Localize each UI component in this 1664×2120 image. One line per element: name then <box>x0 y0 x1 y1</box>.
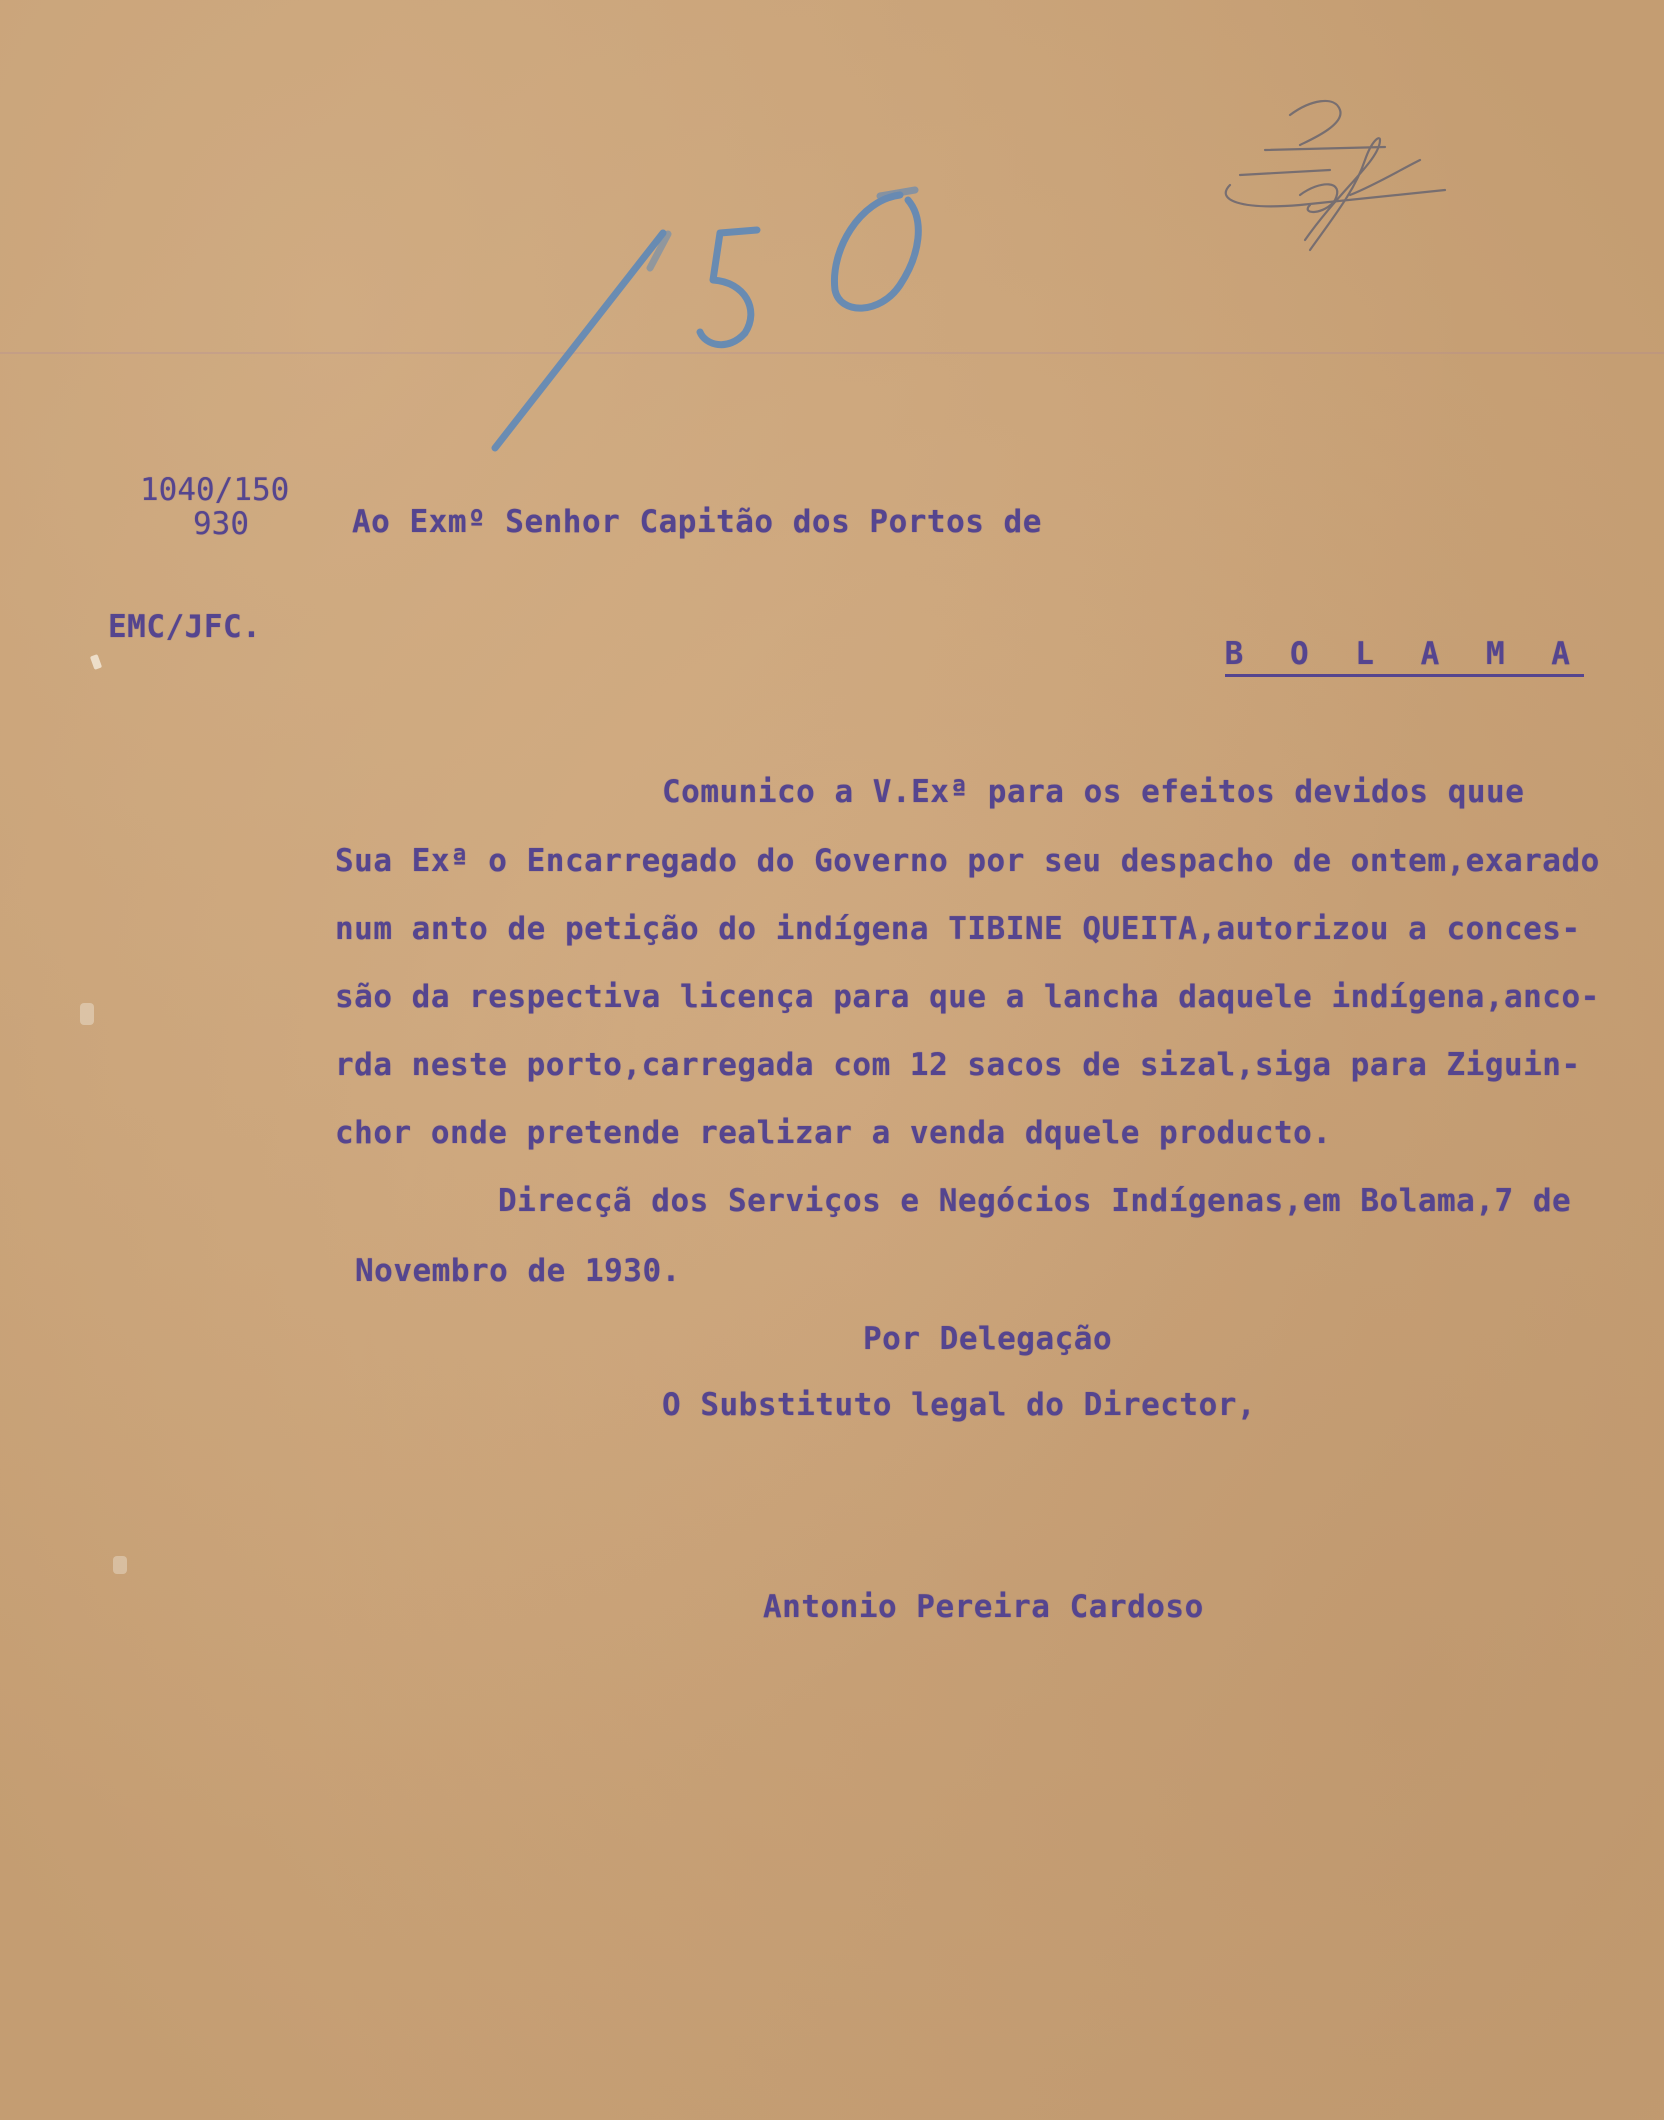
delegation-line: Por Delegação <box>863 1321 1113 1357</box>
address-line: Ao Exmº Senhor Capitão dos Portos de <box>352 504 1042 540</box>
paper-hole-mark <box>80 1003 94 1025</box>
reference-number-bottom: 930 <box>193 506 249 542</box>
paper-hole-mark <box>113 1556 127 1574</box>
body-line-5: rda neste porto,carregada com 12 sacos de sizal,siga para Ziguin- <box>335 1047 1581 1083</box>
substitute-title: O Substituto legal do Director, <box>662 1387 1257 1423</box>
destination-text: B O L A M A <box>1225 636 1584 677</box>
paper-fold-line <box>0 352 1664 354</box>
signatory-name: Antonio Pereira Cardoso <box>763 1589 1204 1625</box>
body-line-1: Comunico a V.Exª para os efeitos devidos quue <box>662 774 1525 810</box>
destination-heading <box>1148 608 1584 701</box>
body-line-4: são da respectiva licença para que a lancha daquele indígena,anco- <box>335 979 1600 1015</box>
body-line-6: chor onde pretende realizar a venda dquele producto. <box>335 1115 1332 1151</box>
closing-date-line: Novembro de 1930. <box>355 1253 681 1289</box>
typist-initials: EMC/JFC. <box>108 609 262 645</box>
body-line-3: num anto de petição do indígena TIBINE QUEITA,autorizou a conces- <box>335 911 1581 947</box>
body-line-2: Sua Exª o Encarregado do Governo por seu despacho de ontem,exarado <box>335 843 1600 879</box>
closing-place-date: Direcçã dos Serviços e Negócios Indígenas,em Bolama,7 de <box>498 1183 1572 1219</box>
reference-number-top: 1040/150 <box>140 472 290 508</box>
paper-tear-mark <box>90 654 102 670</box>
